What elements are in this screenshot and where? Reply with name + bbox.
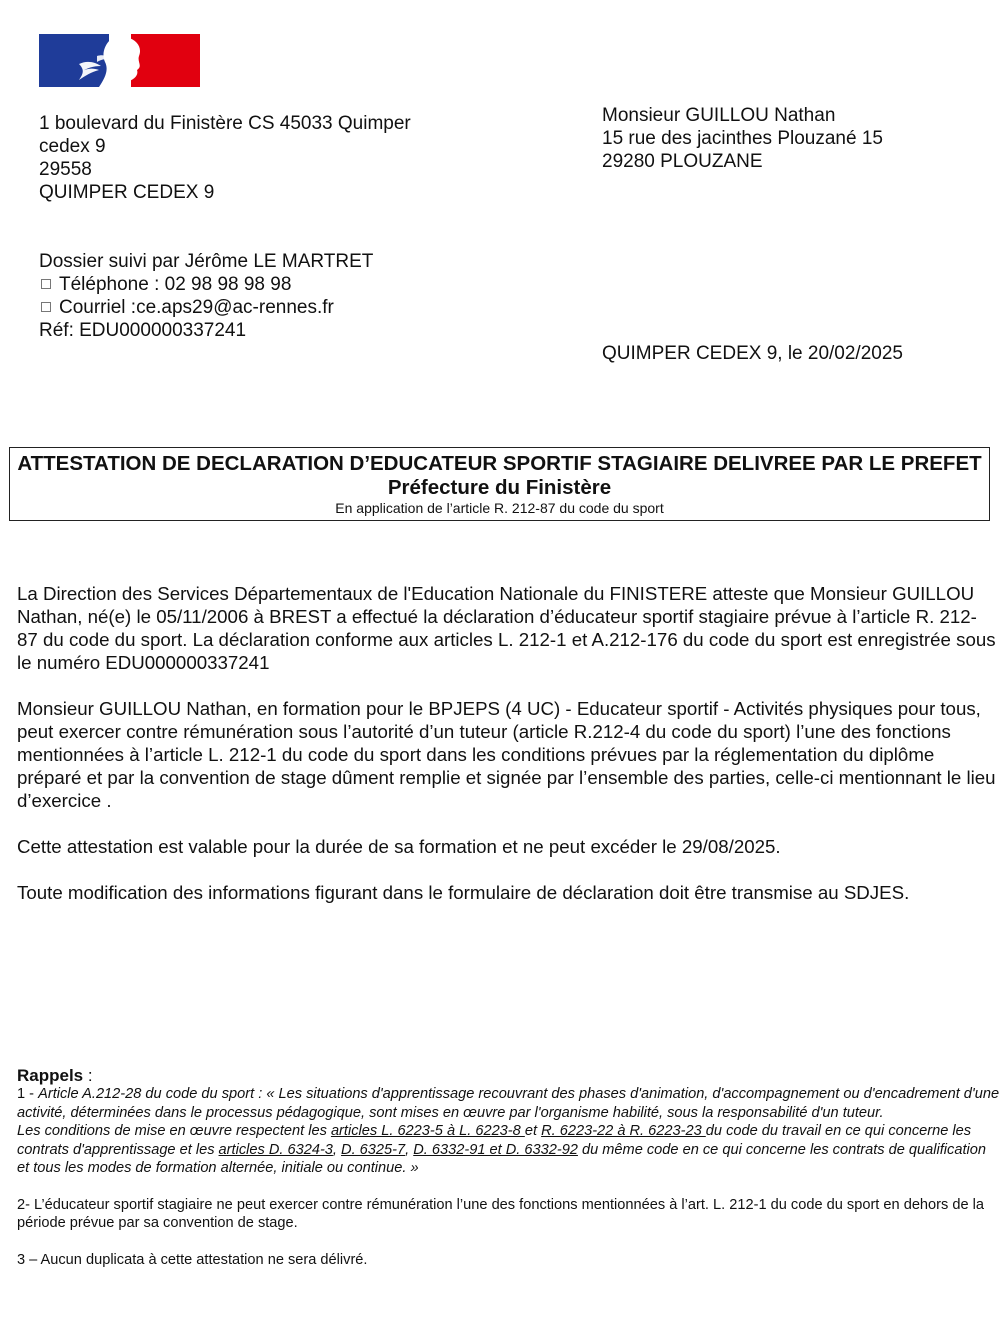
reminder-text: du code du travail en ce qui concerne les contrats d'apprentissage et les xyxy=(17,1123,972,1158)
article-link[interactable]: articles L. 6223-5 à L. 6223-8 xyxy=(330,1123,525,1139)
body-paragraph: Monsieur GUILLOU Nathan, en formation pour le BPJEPS (4 UC) - Educateur sportif - Activités physiques pour tous, peut exercer contre rémunération sous l’autorité d’un tuteur (article R.212-4 du code du sport) l’une des fonctions mentionnées à l’article L. 212-1 du code du sport dans les conditions prévues par la réglementation du diplôme préparé et par la convention de stage dûment remplie et signée par l’ensemble des parties, celle-ci mentionnant le lieu d’exercice . xyxy=(17,698,996,811)
sender-line: 1 boulevard du Finistère CS 45033 Quimper xyxy=(39,113,411,134)
article-link[interactable]: D. 6332-91 et D. 6332-92 xyxy=(413,1141,578,1158)
body-paragraph: La Direction des Services Départementaux de l'Education Nationale du FINISTERE atteste que Monsieur GUILLOU Nathan, né(e) le 05/11/2006 à BREST a effectué la déclaration d’éducateur sportif stagiaire prévue à l’article R. 212-87 du code du sport. La déclaration conforme aux articles L. 212-1 et A.212-176 du code du sport est enregistrée sous le numéro EDU000000337241 xyxy=(17,583,996,673)
reminders-heading-line xyxy=(17,1066,1002,1085)
body-paragraph: Cette attestation est valable pour la durée de sa formation et ne peut excéder le 29/08/2025. xyxy=(17,836,781,857)
recipient-line: Monsieur GUILLOU Nathan xyxy=(602,105,836,126)
place-date: QUIMPER CEDEX 9, le 20/02/2025 xyxy=(602,343,903,364)
article-link[interactable]: R. 6223-22 à R. 6223-23 xyxy=(541,1123,706,1139)
email-line xyxy=(39,296,519,319)
email-text: Courriel :ce.aps29@ac-rennes.fr xyxy=(59,297,334,318)
reminder-text: et xyxy=(524,1123,542,1139)
reminder-item-1b xyxy=(17,1122,1002,1178)
reminders-heading: Rappels xyxy=(17,1066,84,1085)
reminder-text: , xyxy=(332,1141,342,1158)
file-followup xyxy=(39,250,519,342)
reference: Réf: EDU000000337241 xyxy=(39,320,247,341)
sender-line: 29558 xyxy=(39,159,92,180)
article-link[interactable]: D. 6325-7 xyxy=(341,1141,406,1158)
reminder-item-2: 2- L’éducateur sportif stagiaire ne peut exercer contre rémunération l’une des fonctions mentionnées à l’art. L. 212-1 du code du sport en dehors de la période prévue par sa convention de stage. xyxy=(17,1196,985,1231)
telephone-text: Téléphone : 02 98 98 98 98 xyxy=(59,274,292,295)
mail-icon xyxy=(41,302,51,312)
reminder-text: du même code en ce qui concerne les contrats de qualification et tous les modes de formation alternée, initiale ou continue. » xyxy=(17,1141,986,1176)
reminders-section xyxy=(17,1066,1002,1269)
document-title: ATTESTATION DE DECLARATION D’EDUCATEUR SPORTIF STAGIAIRE DELIVREE PAR LE PREFET Préfecture du Finistère xyxy=(17,452,982,499)
reminder-text: Les conditions de mise en œuvre respectent les xyxy=(17,1123,331,1139)
reminders-colon: : xyxy=(83,1066,93,1085)
telephone-line xyxy=(39,273,519,296)
sender-line: cedex 9 xyxy=(39,136,106,157)
phone-icon xyxy=(41,279,51,289)
reminder-text: , xyxy=(405,1141,414,1158)
recipient-line: 15 rue des jacinthes Plouzané 15 xyxy=(602,128,883,149)
dossier-contact: Dossier suivi par Jérôme LE MARTRET xyxy=(39,251,374,272)
marianne-logo xyxy=(39,34,200,87)
recipient-line: 29280 PLOUZANE xyxy=(602,151,763,172)
reminder-text: Article A.212-28 du code du sport : « Les situations d'apprentissage recouvrant des phases d'animation, d'accompagnement ou d'encadrement d'une activité, déterminées dans le processus pédagogique, sont mises en œuvre par l'organisme habilité, sous la responsabilité d'un tuteur. xyxy=(17,1086,1000,1121)
sender-address xyxy=(39,112,459,204)
reminder-number: 1 - xyxy=(17,1086,39,1102)
attestation-body xyxy=(17,582,997,927)
recipient-address xyxy=(602,104,1002,173)
reminder-item-1 xyxy=(17,1085,1002,1122)
article-link[interactable]: articles D. 6324-3 xyxy=(218,1141,333,1158)
reminder-item-3: 3 – Aucun duplicata à cette attestation ne sera délivré. xyxy=(17,1251,368,1268)
document-subtitle: En application de l’article R. 212-87 du code du sport xyxy=(335,500,664,516)
body-paragraph: Toute modification des informations figurant dans le formulaire de déclaration doit être transmise au SDJES. xyxy=(17,882,910,903)
title-box xyxy=(9,447,990,521)
sender-line: QUIMPER CEDEX 9 xyxy=(39,182,215,203)
